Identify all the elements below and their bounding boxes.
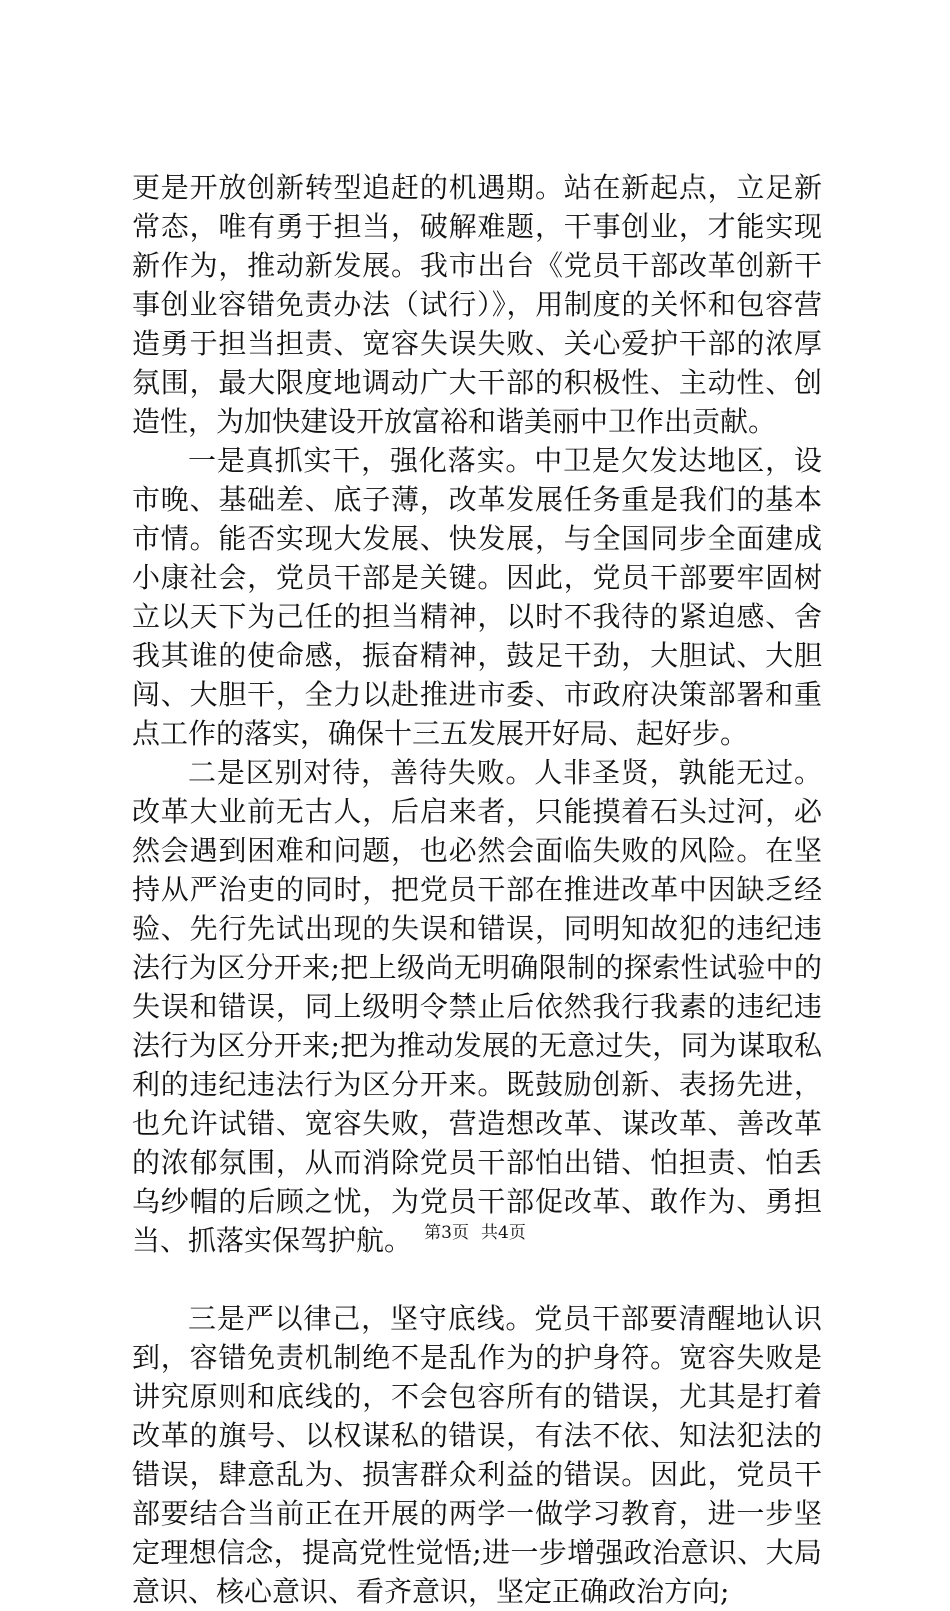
- page-footer: [0, 1218, 950, 1243]
- page-total: 共4页: [481, 1223, 526, 1243]
- paragraph-intro: 更是开放创新转型追赶的机遇期。站在新起点，立足新常态，唯有勇于担当，破解难题，干事创业，才能实现新作为，推动新发展。我市出台《党员干部改革创新干事创业容错免责办法（试行）》，用制度的关怀和包容营造勇于担当担责、宽容失误失败、关心爱护干部的浓厚氛围，最大限度地调动广大干部的积极性、主动性、创造性，为加快建设开放富裕和谐美丽中卫作出贡献。: [132, 171, 822, 438]
- paragraph-point-two: 二是区别对待，善待失败。人非圣贤，孰能无过。改革大业前无古人，后启来者，只能摸着石头过河，必然会遇到困难和问题，也必然会面临失败的风险。在坚持从严治吏的同时，把党员干部在推进改革中因缺乏经验、先行先试出现的失误和错误，同明知故犯的违纪违法行为区分开来;把上级尚无明确限制的探索性试验中的失误和错误，同上级明令禁止后依然我行我素的违纪违法行为区分开来;把为推动发展的无意过失，同为谋取私利的违纪违法行为区分开来。既鼓励创新、表扬先进，也允许试错、宽容失败，营造想改革、谋改革、善改革的浓郁氛围，从而消除党员干部怕出错、怕担责、怕丢乌纱帽的后顾之忧，为党员干部促改革、敢作为、勇担当、抓落实保驾护航。: [132, 756, 822, 1257]
- page-number: 第3页: [424, 1223, 469, 1243]
- paragraph-point-one: 一是真抓实干，强化落实。中卫是欠发达地区，设市晚、基础差、底子薄，改革发展任务重是我们的基本市情。能否实现大发展、快发展，与全国同步全面建成小康社会，党员干部是关键。因此，党员干部要牢固树立以天下为己任的担当精神，以时不我待的紧迫感、舍我其谁的使命感，振奋精神，鼓足干劲，大胆试、大胆闯、大胆干，全力以赴推进市委、市政府决策部署和重点工作的落实，确保十三五发展开好局、起好步。: [132, 444, 822, 750]
- document-body: [132, 168, 822, 1611]
- paragraph-spacer: [132, 1260, 822, 1299]
- paragraph-point-three: 三是严以律己，坚守底线。党员干部要清醒地认识到，容错免责机制绝不是乱作为的护身符。宽容失败是讲究原则和底线的，不会包容所有的错误，尤其是打着改革的旗号、以权谋私的错误，有法不依、知法犯法的错误，肆意乱为、损害群众利益的错误。因此，党员干部要结合当前正在开展的两学一做学习教育，进一步坚定理想信念，提高党性觉悟;进一步增强政治意识、大局意识、核心意识、看齐意识，坚定正确政治方向;: [132, 1302, 822, 1608]
